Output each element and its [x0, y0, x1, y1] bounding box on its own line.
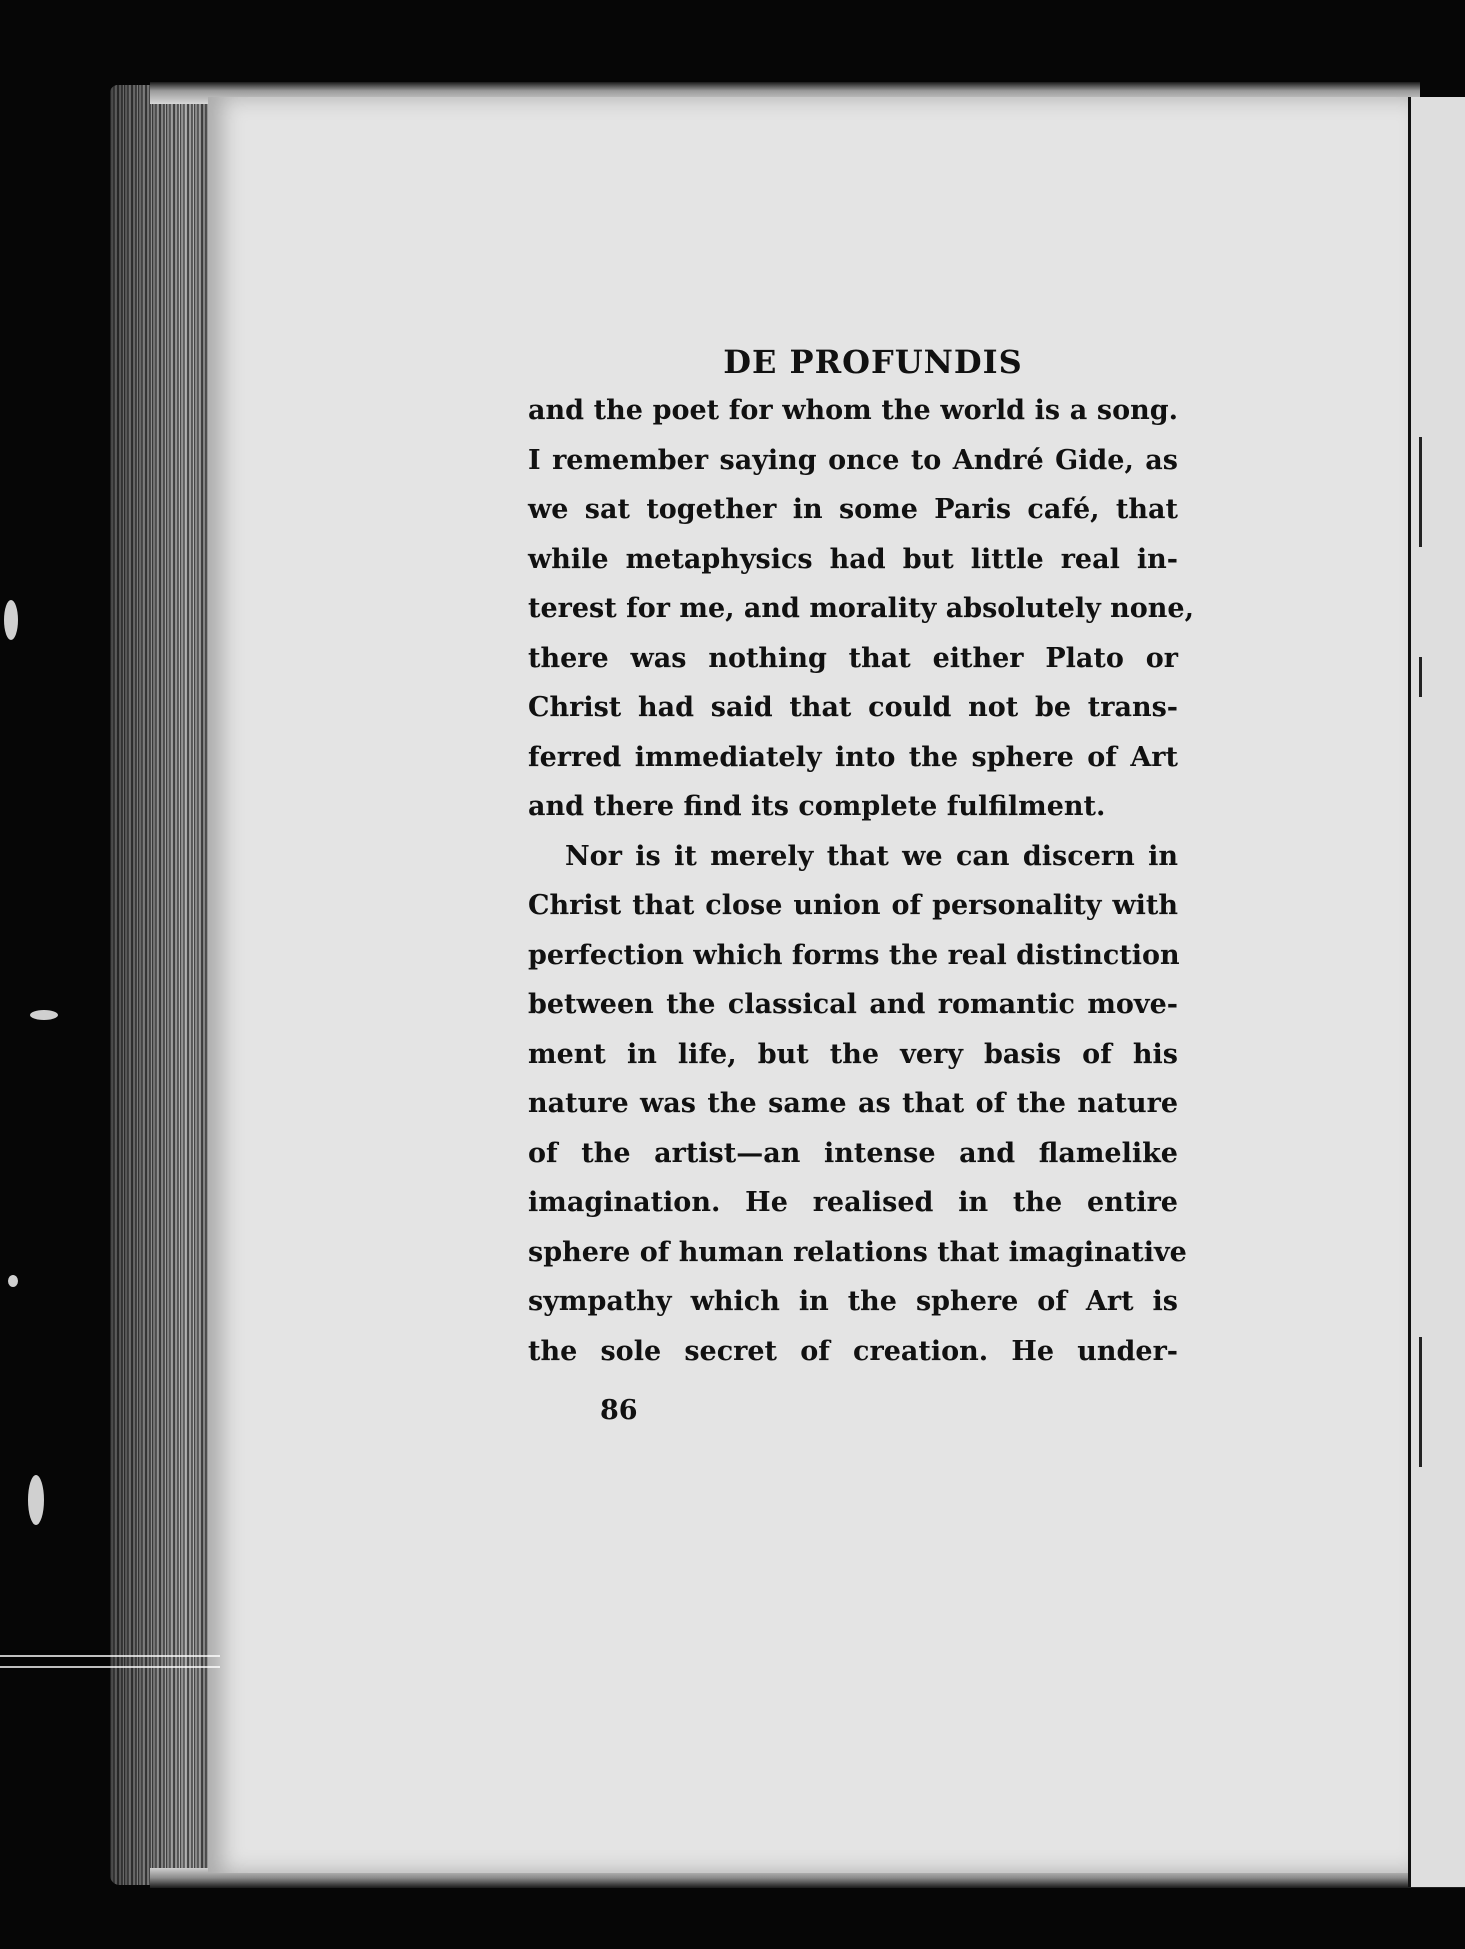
text-line: we sat together in some Paris café, that — [528, 494, 1178, 525]
text-line: of the artist—an intense and flamelike — [528, 1137, 1178, 1169]
text-line: and there find its complete fulfilment. — [528, 791, 1106, 822]
scan-line — [0, 1655, 220, 1657]
running-head: DE PROFUNDIS — [723, 343, 1023, 381]
text-line: imagination. He realised in the entire — [528, 1187, 1178, 1218]
text-line: Nor is it merely that we can discern in — [565, 840, 1178, 872]
text-line: I remember saying once to André Gide, as — [528, 444, 1178, 476]
text-line: Christ that close union of personality with — [528, 890, 1178, 921]
text-line: perfection which forms the real distinction — [528, 939, 1180, 971]
text-line: the sole secret of creation. He under- — [528, 1335, 1178, 1367]
text-line: between the classical and romantic move- — [528, 989, 1178, 1020]
scan-speck — [4, 600, 18, 640]
text-line: there was nothing that either Plato or — [528, 642, 1178, 674]
scan-line — [0, 1666, 220, 1668]
paragraph-2 — [528, 832, 1187, 1377]
text-line: while metaphysics had but little real in- — [528, 543, 1178, 575]
text-line: ferred immediately into the sphere of Art — [528, 741, 1178, 773]
scan-speck — [30, 1010, 58, 1020]
text-line: sympathy which in the sphere of Art is — [528, 1286, 1178, 1317]
gutter-mark — [1419, 1337, 1422, 1467]
text-line: terest for me, and morality absolutely none, — [528, 593, 1195, 624]
text-line: nature was the same as that of the nature — [528, 1088, 1178, 1119]
page-text — [528, 338, 1195, 1376]
scan-speck — [8, 1275, 18, 1287]
text-line: sphere of human relations that imaginative — [528, 1236, 1187, 1268]
right-page-strip — [1408, 97, 1465, 1887]
text-line: and the poet for whom the world is a song. — [528, 395, 1178, 426]
scan-speck — [28, 1475, 44, 1525]
page-number: 86 — [600, 1395, 638, 1426]
text-line: ment in life, but the very basis of his — [528, 1038, 1178, 1070]
gutter-mark — [1419, 657, 1422, 697]
gutter-mark — [1419, 437, 1422, 547]
fore-edge-shadow — [110, 85, 220, 1885]
text-line: Christ had said that could not be trans- — [528, 692, 1178, 723]
paragraph-1 — [528, 386, 1195, 832]
